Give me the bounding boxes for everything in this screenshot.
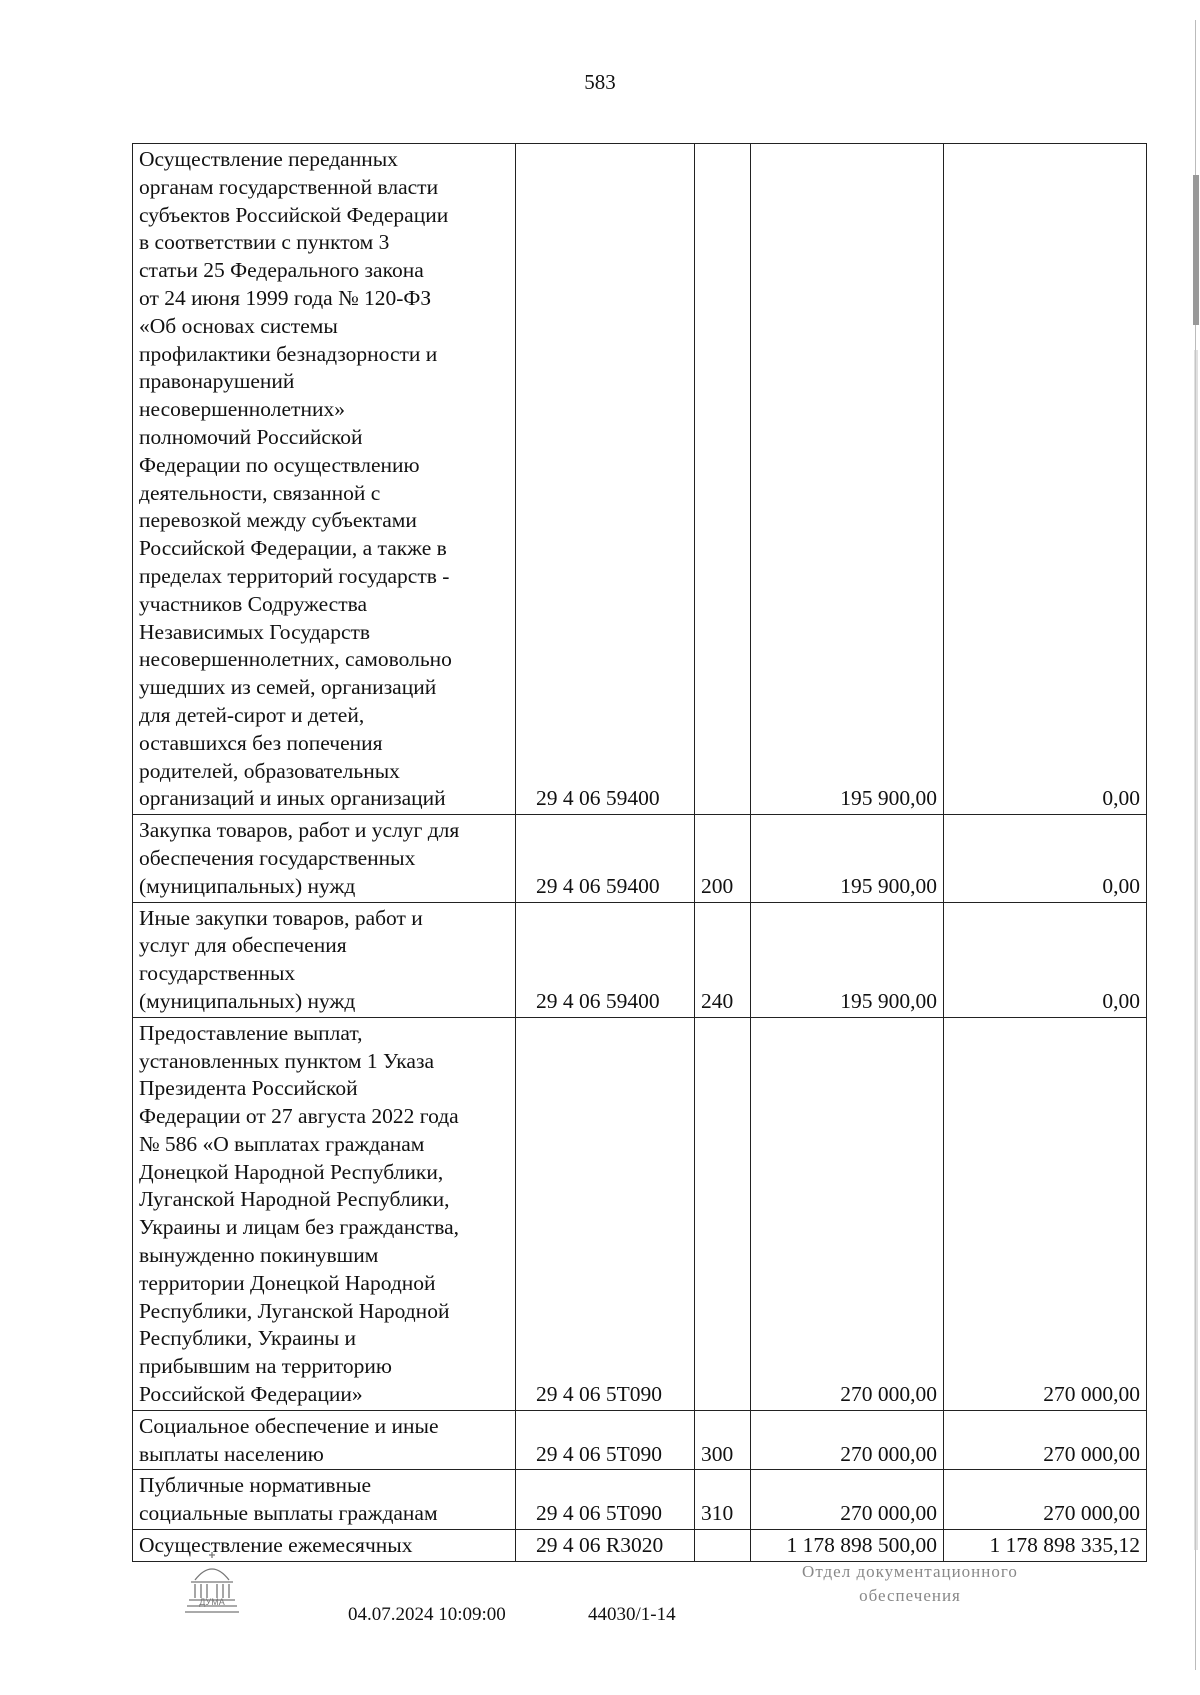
- cell-name-line: участников Содружества: [139, 591, 368, 616]
- cell-name-line: (муниципальных) нужд: [139, 988, 356, 1013]
- cell-name-line: выплаты населению: [139, 1441, 324, 1466]
- cell-name-line: Украины и лицам без гражданства,: [139, 1215, 460, 1240]
- cell-name-line: несовершеннолетних»: [139, 397, 345, 422]
- budget-table-body: [133, 144, 1147, 1562]
- page-number: 583: [584, 70, 616, 94]
- cell-name-line: Республики, Луганской Народной: [139, 1298, 450, 1323]
- cell-name-line: организаций и иных организаций: [139, 786, 446, 811]
- footer-document-number: 44030/1-14: [588, 1604, 676, 1625]
- department-stamp: [760, 1560, 1060, 1608]
- cell-amount-year-1: 1 178 898 500,00: [751, 1530, 944, 1562]
- cell-name-line: Закупка товаров, работ и услуг для: [139, 818, 460, 843]
- cell-amount-year-1: 195 900,00: [751, 902, 944, 1017]
- cell-code: 29 4 06 R3020: [516, 1530, 695, 1562]
- cell-name-line: (муниципальных) нужд: [139, 873, 356, 898]
- cell-name-line: Президента Российской: [139, 1076, 358, 1101]
- cell-amount-year-2: 0,00: [944, 815, 1147, 902]
- cell-name-line: профилактики безнадзорности и: [139, 341, 438, 366]
- cell-name-line: оставшихся без попечения: [139, 730, 383, 755]
- cell-name: [133, 1410, 516, 1470]
- cell-name-line: Социальное обеспечение и иные: [139, 1413, 439, 1438]
- cell-expense-type: 310: [695, 1470, 751, 1530]
- cell-name-line: для детей-сирот и детей,: [139, 702, 365, 727]
- cell-name: [133, 815, 516, 902]
- cell-name-line: Осуществление ежемесячных: [139, 1533, 413, 1558]
- cell-name-line: государственных: [139, 961, 296, 986]
- cell-name-line: № 586 «О выплатах гражданам: [139, 1131, 425, 1156]
- duma-emblem-icon: [183, 1550, 241, 1616]
- cell-name-line: Осуществление переданных: [139, 147, 398, 171]
- cell-name-line: установленных пунктом 1 Указа: [139, 1048, 434, 1073]
- cell-name-line: Публичные нормативные: [139, 1473, 371, 1498]
- cell-name-line: Независимых Государств: [139, 619, 371, 644]
- cell-name-line: Донецкой Народной Республики,: [139, 1159, 444, 1184]
- cell-name-line: органам государственной власти: [139, 174, 439, 199]
- cell-expense-type: 200: [695, 815, 751, 902]
- cell-amount-year-2: 0,00: [944, 902, 1147, 1017]
- cell-amount-year-2: 270 000,00: [944, 1470, 1147, 1530]
- cell-code: 29 4 06 5Т090: [516, 1410, 695, 1470]
- cell-name-line: в соответствии с пунктом 3: [139, 230, 390, 255]
- budget-table: [132, 143, 1147, 1562]
- cell-amount-year-2: 0,00: [944, 144, 1147, 815]
- table-row: [133, 1410, 1147, 1470]
- cell-expense-type: [695, 1017, 751, 1410]
- cell-name-line: ушедших из семей, организаций: [139, 675, 437, 700]
- cell-name-line: родителей, образовательных: [139, 758, 400, 783]
- cell-name-line: территории Донецкой Народной: [139, 1270, 436, 1295]
- cell-name-line: Луганской Народной Республики,: [139, 1187, 450, 1212]
- cell-amount-year-1: 270 000,00: [751, 1470, 944, 1530]
- cell-name-line: услуг для обеспечения: [139, 933, 347, 958]
- cell-expense-type: [695, 1530, 751, 1562]
- cell-code: 29 4 06 59400: [516, 144, 695, 815]
- table-row: [133, 1530, 1147, 1562]
- cell-name-line: «Об основах системы: [139, 313, 338, 338]
- cell-name: [133, 902, 516, 1017]
- cell-name: [133, 144, 516, 815]
- duma-emblem-text: ДУМА: [199, 1597, 225, 1607]
- table-row: [133, 1470, 1147, 1530]
- cell-name-line: прибывшим на территорию: [139, 1354, 392, 1379]
- cell-name-line: несовершеннолетних, самовольно: [139, 647, 452, 672]
- cell-name-line: вынужденно покинувшим: [139, 1243, 379, 1268]
- table-row: [133, 144, 1147, 815]
- cell-name-line: Российской Федерации»: [139, 1382, 363, 1407]
- table-row: [133, 902, 1147, 1017]
- cell-name-line: Федерации от 27 августа 2022 года: [139, 1104, 459, 1129]
- stamp-line-1: Отдел документационного: [802, 1562, 1018, 1581]
- cell-name-line: Республики, Украины и: [139, 1326, 357, 1351]
- table-row: [133, 815, 1147, 902]
- table-row: [133, 1017, 1147, 1410]
- cell-code: 29 4 06 5Т090: [516, 1470, 695, 1530]
- cell-name-line: субъектов Российской Федерации: [139, 202, 449, 227]
- cell-name-line: статьи 25 Федерального закона: [139, 258, 424, 283]
- cell-amount-year-1: 195 900,00: [751, 815, 944, 902]
- footer-date: 04.07.2024 10:09:00: [348, 1604, 506, 1625]
- cell-code: 29 4 06 59400: [516, 815, 695, 902]
- cell-name-line: от 24 июня 1999 года № 120-ФЗ: [139, 285, 432, 310]
- cell-code: 29 4 06 59400: [516, 902, 695, 1017]
- cell-code: 29 4 06 5Т090: [516, 1017, 695, 1410]
- cell-amount-year-1: 270 000,00: [751, 1410, 944, 1470]
- cell-name-line: правонарушений: [139, 369, 295, 394]
- cell-expense-type: 240: [695, 902, 751, 1017]
- cell-amount-year-2: 270 000,00: [944, 1017, 1147, 1410]
- cell-amount-year-2: 1 178 898 335,12: [944, 1530, 1147, 1562]
- scan-edge-artifact: [1192, 20, 1200, 1670]
- cell-expense-type: 300: [695, 1410, 751, 1470]
- cell-name-line: обеспечения государственных: [139, 845, 416, 870]
- cell-amount-year-1: 270 000,00: [751, 1017, 944, 1410]
- cell-name-line: Предоставление выплат,: [139, 1020, 363, 1045]
- cell-name-line: пределах территорий государств -: [139, 563, 450, 588]
- cell-amount-year-1: 195 900,00: [751, 144, 944, 815]
- cell-name-line: деятельности, связанной с: [139, 480, 381, 505]
- cell-name-line: Федерации по осуществлению: [139, 452, 420, 477]
- cell-name-line: Российской Федерации, а также в: [139, 536, 447, 561]
- cell-name-line: полномочий Российской: [139, 424, 363, 449]
- cell-name-line: перевозкой между субъектами: [139, 508, 417, 533]
- cell-amount-year-2: 270 000,00: [944, 1410, 1147, 1470]
- stamp-line-2: обеспечения: [859, 1586, 961, 1605]
- cell-name: [133, 1470, 516, 1530]
- cell-expense-type: [695, 144, 751, 815]
- cell-name: [133, 1017, 516, 1410]
- cell-name-line: социальные выплаты гражданам: [139, 1501, 438, 1526]
- cell-name-line: Иные закупки товаров, работ и: [139, 905, 423, 930]
